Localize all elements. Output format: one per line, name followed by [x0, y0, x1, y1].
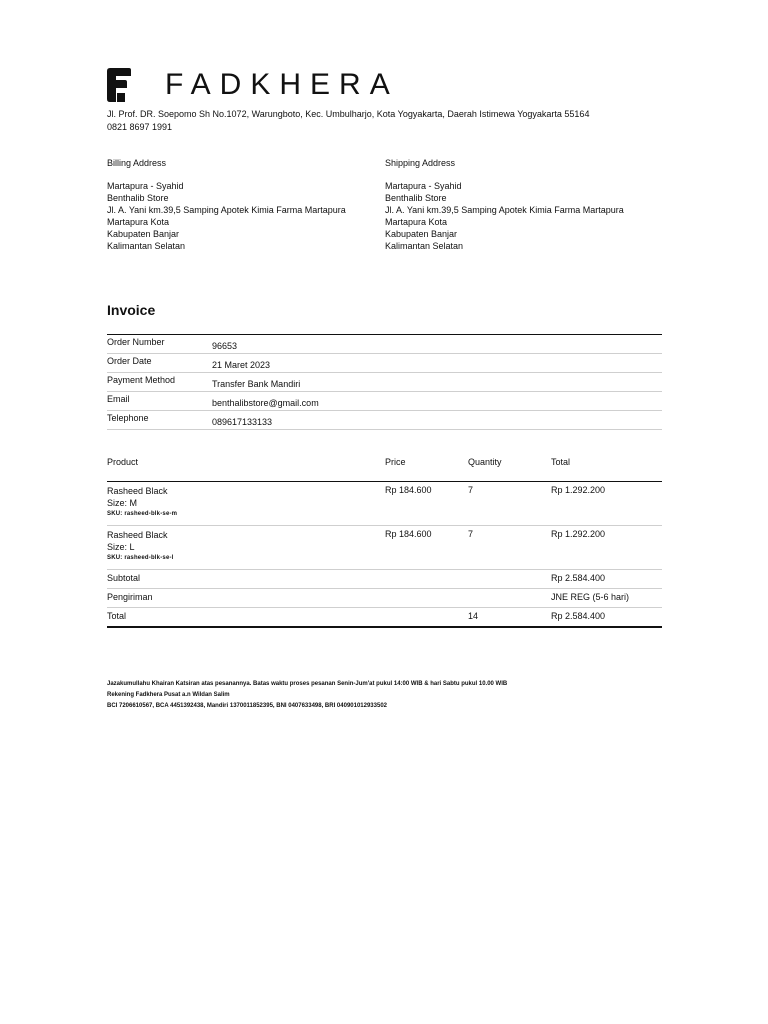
header-price: Price: [385, 457, 406, 467]
product-total: Rp 1.292.200: [551, 529, 606, 539]
detail-row-order-number: [107, 335, 662, 354]
header-product: Product: [107, 457, 139, 467]
shipping-line: Kabupaten Banjar: [385, 229, 458, 239]
detail-label: Email: [107, 394, 130, 404]
total-label: Total: [107, 611, 127, 621]
total-row: [107, 608, 662, 628]
detail-value: Transfer Bank Mandiri: [212, 379, 301, 389]
subtotal-label: Subtotal: [107, 573, 141, 583]
shipping-line: Kalimantan Selatan: [385, 241, 464, 251]
brand-logo: [107, 68, 399, 102]
shipping-label: Pengiriman: [107, 592, 153, 602]
detail-label: Payment Method: [107, 375, 176, 385]
shipping-line: Martapura Kota: [385, 217, 448, 227]
product-sku: SKU: rasheed-blk-se-m: [107, 511, 178, 517]
product-name: Rasheed Black: [107, 530, 168, 540]
detail-row-email: [107, 392, 662, 411]
product-total: Rp 1.292.200: [551, 485, 606, 495]
note-line: Rekening Fadkhera Pusat a.n Wildan Salim: [107, 692, 230, 698]
detail-value: 96653: [212, 341, 238, 351]
header-total: Total: [551, 457, 571, 467]
product-row: [107, 482, 662, 526]
subtotal-row: [107, 570, 662, 589]
billing-line: Martapura - Syahid: [107, 181, 184, 191]
store-phone: 0821 8697 1991: [107, 122, 173, 132]
product-row: [107, 526, 662, 570]
billing-line: Benthalib Store: [107, 193, 169, 203]
products-header-row: [107, 452, 662, 482]
product-qty: 7: [468, 529, 474, 539]
billing-line: Martapura Kota: [107, 217, 170, 227]
fadkhera-logo-icon: [107, 68, 131, 102]
detail-value: 089617133133: [212, 417, 273, 427]
shipping-heading: Shipping Address: [385, 158, 456, 168]
total-qty: 14: [468, 611, 479, 621]
detail-label: Order Date: [107, 356, 152, 366]
billing-line: Jl. A. Yani km.39,5 Samping Apotek Kimia Farma Martapura: [107, 205, 346, 215]
detail-row-order-date: [107, 354, 662, 373]
billing-heading: Billing Address: [107, 158, 167, 168]
product-name: Rasheed Black: [107, 486, 168, 496]
product-sku: SKU: rasheed-blk-se-l: [107, 555, 174, 561]
detail-value: 21 Maret 2023: [212, 360, 271, 370]
order-details-table: [107, 334, 662, 430]
note-line: BCI 7206610567, BCA 4451392438, Mandiri 1370011852395, BNI 0407633498, BRI 040901012933502: [107, 703, 387, 709]
store-address: Jl. Prof. DR. Soepomo Sh No.1072, Warungboto, Kec. Umbulharjo, Kota Yogyakarta, Daerah Istimewa Yogyakarta 55164: [107, 109, 590, 119]
product-size: Size: M: [107, 498, 138, 508]
note-line: Jazakumullahu Khairan Katsiran atas pesanannya. Batas waktu proses pesanan Senin-Jum'at pukul 14:00 WIB & hari Sabtu pukul 10.00 WIB: [107, 681, 508, 687]
billing-address: [107, 157, 346, 252]
brand-name: FADKHERA: [165, 68, 399, 101]
detail-row-payment-method: [107, 373, 662, 392]
detail-value: benthalibstore@gmail.com: [212, 398, 319, 408]
product-qty: 7: [468, 485, 474, 495]
product-size: Size: L: [107, 542, 135, 552]
footer-notes: [107, 679, 507, 712]
detail-label: Telephone: [107, 413, 149, 423]
shipping-address: [385, 157, 624, 252]
billing-line: Kalimantan Selatan: [107, 241, 186, 251]
product-price: Rp 184.600: [385, 485, 432, 495]
shipping-row: [107, 589, 662, 608]
shipping-value: JNE REG (5-6 hari): [551, 592, 630, 602]
header-quantity: Quantity: [468, 457, 502, 467]
shipping-line: Martapura - Syahid: [385, 181, 462, 191]
total-value: Rp 2.584.400: [551, 611, 606, 621]
subtotal-value: Rp 2.584.400: [551, 573, 606, 583]
product-price: Rp 184.600: [385, 529, 432, 539]
detail-row-telephone: [107, 411, 662, 430]
shipping-line: Benthalib Store: [385, 193, 447, 203]
shipping-line: Jl. A. Yani km.39,5 Samping Apotek Kimia Farma Martapura: [385, 205, 624, 215]
products-table: [107, 452, 662, 628]
detail-label: Order Number: [107, 337, 165, 347]
billing-line: Kabupaten Banjar: [107, 229, 180, 239]
invoice-title: Invoice: [107, 302, 156, 318]
